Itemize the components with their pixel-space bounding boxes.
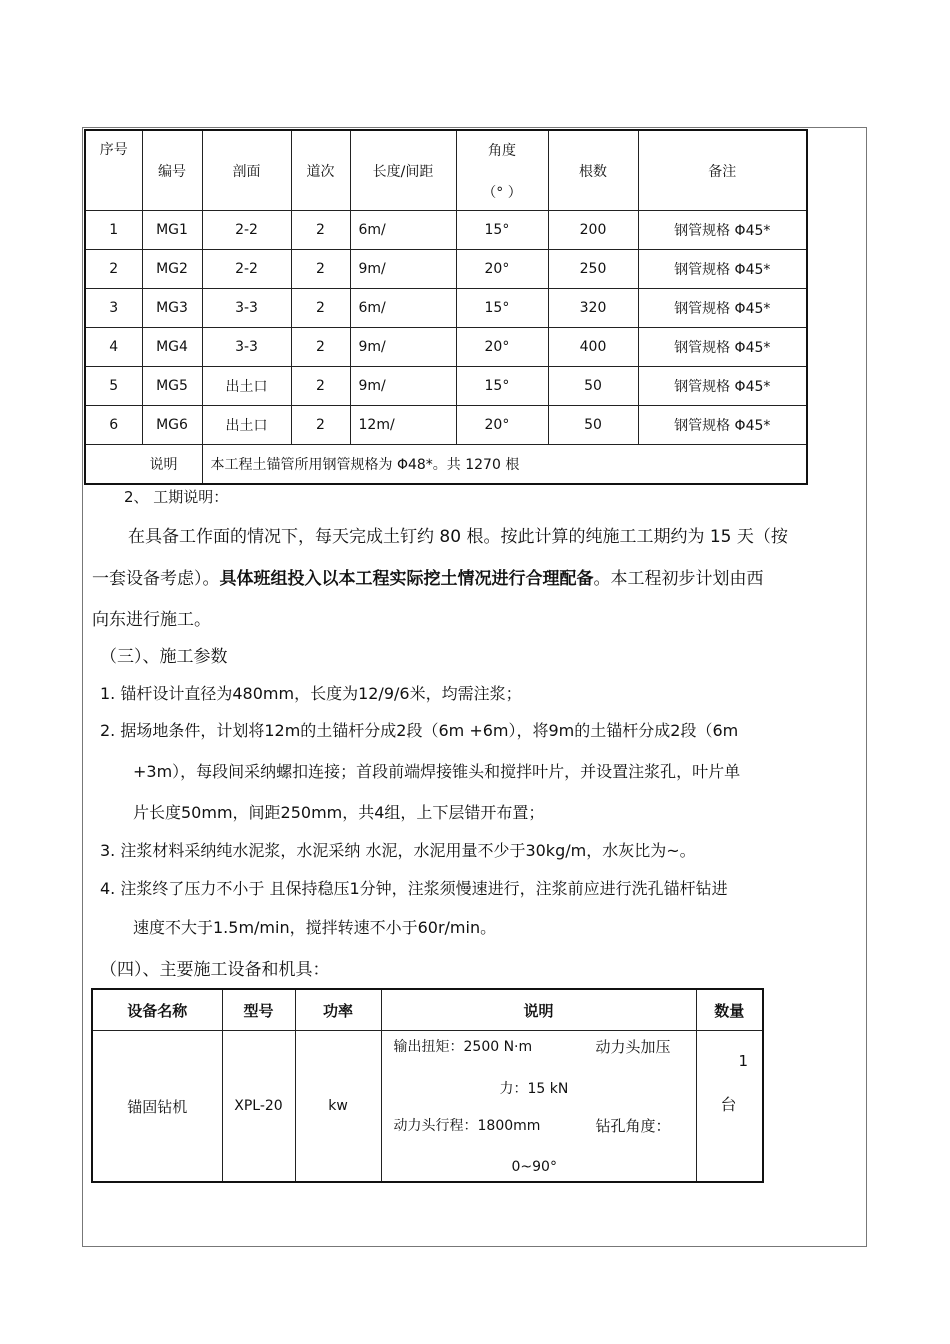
cell-length: 12m/: [350, 406, 456, 445]
cell-angle: 15°: [456, 211, 548, 250]
cell-seq: 4: [85, 328, 142, 367]
cell-section: 3-3: [202, 328, 291, 367]
anchor-table-header: [85, 130, 807, 211]
cell-code: MG3: [142, 289, 202, 328]
section2-bold-text: 具体班组投入以本工程实际挖土情况进行合理配备: [219, 569, 594, 589]
cell-count: 50: [548, 406, 638, 445]
note-label: 说明: [85, 445, 202, 485]
cell-name: 锚固钻机: [92, 1031, 222, 1183]
section3-item4-line2: 速度不大于1.5m/min，搅拌转速不小于60r/min。: [133, 918, 497, 937]
section3-item3: 3. 注浆材料采纳纯水泥浆，水泥采纳 水泥，水泥用量不少于30kg/m，水灰比为~。: [100, 841, 696, 860]
cell-remark: 钢管规格 Φ45*: [638, 211, 807, 250]
cell-seq: 6: [85, 406, 142, 445]
cell-count: 320: [548, 289, 638, 328]
header-angle-bottom: （° ）: [482, 184, 522, 201]
cell-length: 6m/: [350, 211, 456, 250]
header-model: 型号: [222, 989, 295, 1031]
header-seq: 序号: [85, 130, 142, 211]
header-qty: 数量: [696, 989, 763, 1031]
table-row: [92, 1031, 763, 1183]
section3-item2-line1: 2. 据场地条件，计划将12m的土锚杆分成2段（6m +6m），将9m的土锚杆分成2段（6m: [100, 721, 739, 740]
cell-remark: 钢管规格 Φ45*: [638, 289, 807, 328]
note-text: 本工程土锚管所用钢管规格为 Φ48*。共 1270 根: [202, 445, 807, 485]
cell-count: 200: [548, 211, 638, 250]
cell-code: MG4: [142, 328, 202, 367]
section2-heading: 2、 工期说明：: [124, 488, 229, 506]
cell-length: 9m/: [350, 367, 456, 406]
header-name: 设备名称: [92, 989, 222, 1031]
table-row: [85, 289, 807, 328]
cell-angle: 20°: [456, 328, 548, 367]
table-row: [85, 211, 807, 250]
cell-section: 2-2: [202, 250, 291, 289]
qty-unit: 台: [720, 1095, 737, 1114]
header-length: 长度/间距: [350, 130, 456, 211]
header-angle-top: 角度: [488, 142, 516, 159]
cell-angle: 20°: [456, 406, 548, 445]
section3-item2-line2: +3m），每段间采纳螺扣连接；首段前端焊接锥头和搅拌叶片，并设置注浆孔，叶片单: [133, 762, 741, 781]
section2-para-line2: 一套设备考虑）。具体班组投入以本工程实际挖土情况进行合理配备。本工程初步计划由西: [92, 569, 764, 589]
cell-length: 6m/: [350, 289, 456, 328]
cell-seq: 1: [85, 211, 142, 250]
cell-remark: 钢管规格 Φ45*: [638, 406, 807, 445]
table-row: [85, 367, 807, 406]
cell-rows: 2: [291, 367, 350, 406]
cell-code: MG6: [142, 406, 202, 445]
cell-code: MG1: [142, 211, 202, 250]
cell-desc: [381, 1031, 696, 1183]
cell-count: 400: [548, 328, 638, 367]
cell-rows: 2: [291, 406, 350, 445]
header-count: 根数: [548, 130, 638, 211]
header-desc: 说明: [381, 989, 696, 1031]
cell-rows: 2: [291, 250, 350, 289]
cell-code: MG5: [142, 367, 202, 406]
qty-number: 1: [738, 1052, 749, 1070]
cell-angle: 15°: [456, 289, 548, 328]
cell-model: XPL-20: [222, 1031, 295, 1183]
cell-section: 2-2: [202, 211, 291, 250]
desc-line3: 力：15 kN: [499, 1081, 569, 1097]
table-row: [85, 250, 807, 289]
cell-section: 出土口: [202, 367, 291, 406]
cell-section: 出土口: [202, 406, 291, 445]
section2-para-line3: 向东进行施工。: [92, 610, 211, 630]
cell-count: 50: [548, 367, 638, 406]
table-row: [85, 328, 807, 367]
header-rows: 道次: [291, 130, 350, 211]
cell-remark: 钢管规格 Φ45*: [638, 367, 807, 406]
cell-rows: 2: [291, 289, 350, 328]
cell-seq: 5: [85, 367, 142, 406]
anchor-table: [84, 129, 808, 485]
equipment-table: [91, 988, 764, 1183]
section2-para-line1: 在具备工作面的情况下，每天完成土钉约 80 根。按此计算的纯施工工期约为 15 天（按: [128, 527, 788, 547]
header-angle: [456, 130, 548, 211]
cell-length: 9m/: [350, 250, 456, 289]
cell-section: 3-3: [202, 289, 291, 328]
cell-remark: 钢管规格 Φ45*: [638, 250, 807, 289]
cell-count: 250: [548, 250, 638, 289]
section3-item2-line3: 片长度50mm，间距250mm，共4组，上下层错开布置；: [133, 803, 545, 822]
cell-power: kw: [295, 1031, 381, 1183]
desc-line4: 动力头行程：1800mm: [393, 1118, 541, 1134]
header-remark: 备注: [638, 130, 807, 211]
cell-seq: 2: [85, 250, 142, 289]
header-section: 剖面: [202, 130, 291, 211]
desc-line6: 0~90°: [511, 1159, 557, 1175]
desc-line1: 输出扭矩：2500 N·m: [393, 1039, 533, 1055]
section3-heading: （三）、施工参数: [100, 647, 228, 667]
header-code: 编号: [142, 130, 202, 211]
cell-qty: [696, 1031, 763, 1183]
table-note-row: [85, 445, 807, 485]
section3-item1: 1. 锚杆设计直径为480mm，长度为12/9/6米，均需注浆；: [100, 684, 522, 703]
desc-line5: 钻孔角度：: [595, 1117, 671, 1135]
equipment-table-header: [92, 989, 763, 1031]
header-power: 功率: [295, 989, 381, 1031]
cell-seq: 3: [85, 289, 142, 328]
cell-rows: 2: [291, 211, 350, 250]
cell-angle: 20°: [456, 250, 548, 289]
desc-line2: 动力头加压: [595, 1038, 671, 1056]
cell-code: MG2: [142, 250, 202, 289]
cell-remark: 钢管规格 Φ45*: [638, 328, 807, 367]
section3-item4-line1: 4. 注浆终了压力不小于 且保持稳压1分钟，注浆须慢速进行，注浆前应进行洗孔锚杆钻进: [100, 879, 728, 898]
cell-length: 9m/: [350, 328, 456, 367]
cell-rows: 2: [291, 328, 350, 367]
table-row: [85, 406, 807, 445]
section4-heading: （四）、主要施工设备和机具：: [100, 960, 330, 980]
cell-angle: 15°: [456, 367, 548, 406]
